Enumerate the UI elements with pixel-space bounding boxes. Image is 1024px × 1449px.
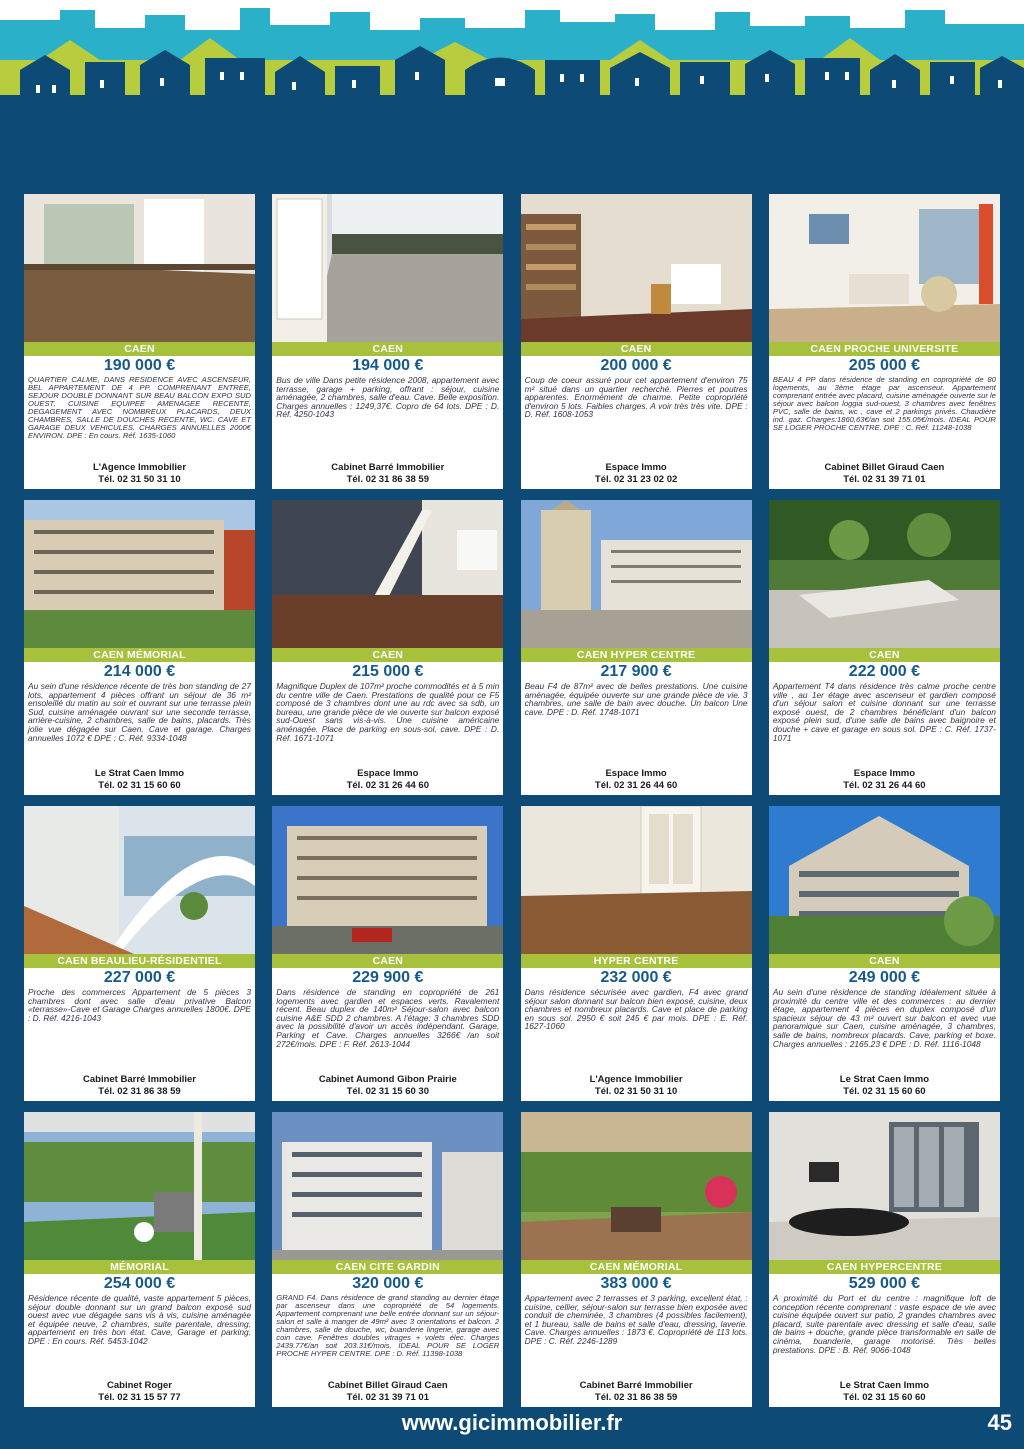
listing-location: CAEN PROCHE UNIVERSITE — [769, 342, 1000, 356]
listing-price: 215 000 € — [352, 663, 424, 680]
listing-description: Résidence récente de qualité, vaste appartement 5 pièces, séjour double donnant sur un grand balcon exposé sud ouest avec vue dégagée sans vis à vis, cuisine aménagée et équipée neuve, 2 chambres, suite parentale, dressing. appartement en très bon état. Cave, Garage et parking. DPE : En cours. Réf. 5453-1042 — [28, 1293, 251, 1346]
listing-description: Proche des commerces Appartement de 5 pièces 3 chambres dont avec salle d'eau privative Balcon «terrasse»-Cave et Garage Charges annuelles 1800€. DPE : D. Réf. 4216-1043 — [28, 987, 251, 1023]
listing-card[interactable] — [24, 806, 255, 1101]
listing-agency: Le Strat Caen Immo — [839, 1380, 929, 1391]
listing-photo — [769, 1112, 1000, 1260]
listing-card[interactable] — [272, 500, 503, 795]
listing-photo — [521, 194, 752, 342]
listing-location: CAEN BEAULIEU-RÉSIDENTIEL — [24, 954, 255, 968]
listing-agency: Cabinet Barré Immobilier — [83, 1074, 196, 1085]
listing-location: CAEN — [272, 342, 503, 356]
listing-card[interactable] — [521, 806, 752, 1101]
listing-phone[interactable]: Tél. 02 31 86 38 59 — [98, 1086, 181, 1097]
listing-price: 249 000 € — [848, 969, 920, 986]
listing-phone[interactable]: Tél. 02 31 15 60 60 — [843, 1392, 926, 1403]
listing-price: 200 000 € — [600, 357, 672, 374]
listing-description: Dans résidence sécurisée avec gardien, F4 avec grand séjour salon donnant sur balcon bien exposé, cuisine, deux chambres et nombreux placards. Cave et place de parking en sous sol. 2950 € soit 245 € par mois. DPE : E. Réf. 1627-1060 — [524, 987, 748, 1032]
listing-photo — [272, 500, 503, 648]
listing-agency: Espace Immo — [605, 462, 667, 473]
listing-description: Dans résidence de standing en copropriété de 261 logements avec gardien et espaces verts. Ravalement récent. Beau duplex de 140m² Séjour-salon avec balcon cuisine A&E SDD 2 chambres. A l'étage: 3 chambres SDD avec la possibilité d'avoir un accès indépendant. Garage, Parking et Cave. Charges annuelles 3266€ /an soit 272€/mois. DPE : F. Réf. 2613-1044 — [276, 987, 500, 1049]
listing-description: Appartement avec 2 terrasses et 3 parking, excellent état, : cuisine, cellier, séjour-salon sur terrasse bien exposée avec conduit de cheminée, 3 chambres (4 possibles facilement), et 1 bureau, salle de bains et salle d'eau, dressing, laverie. Cave. Charges annuelles : 1873 €. Copropriété de 113 lots. DPE : C. Réf. 2246-1289 — [524, 1293, 748, 1346]
listing-photo — [769, 500, 1000, 648]
listing-location: CAEN — [769, 648, 1000, 662]
listing-agency: Le Strat Caen Immo — [839, 1074, 929, 1085]
listing-agency: L'Agence Immobilier — [92, 462, 187, 473]
listing-photo — [272, 1112, 503, 1260]
listing-price: 529 000 € — [848, 1275, 920, 1292]
listing-card[interactable] — [769, 194, 1000, 489]
listing-description: A proximité du Port et du centre : magnifique loft de conception récente comprenant : vaste espace de vie avec cuisine équipée ouvert sur patio, 2 grandes chambres avec placard, suite parentale avec dressing et salle d'eau, salle de bains + douche, grande pièce transformable en salle de cinéma, buanderie, garage motorisé. Très belles prestations. DPE : B. Réf. 9066-1048 — [772, 1293, 996, 1355]
listing-location: HYPER CENTRE — [521, 954, 752, 968]
listing-agency: Cabinet Roger — [107, 1380, 172, 1391]
skyline-illustration — [0, 0, 1024, 115]
listing-description: Magnifique Duplex de 107m² proche commodités et à 5 min du centre ville de Caen. Prestations de qualité pour ce F5 composé de 3 chambres dont une au rdc avec sa sdb, un bureau, une grande pièce de vie ouverte sur balcon exposé sud-Ouest sans vis-à-vis. Une cuisine américaine aménagée. Place de parking en sous-sol, cave. DPE : D. Réf. 1671-1071 — [276, 681, 500, 743]
listing-photo — [272, 806, 503, 954]
listing-location: CAEN HYPER CENTRE — [521, 648, 752, 662]
listing-description: Beau F4 de 87m² avec de belles prestations. Une cuisine aménagée, équipée ouverte sur une grande pièce de vie. 3 chambres, une salle de bain avec douche. Un balcon Une cave. DPE : D. Réf. 1748-1071 — [524, 681, 748, 717]
listing-price: 254 000 € — [103, 1275, 176, 1292]
listing-description: Au sein d'une résidence de standing idéalement située à proximité du centre ville et des commerces : au dernier étage, appartement 4 pièces en duplex composé d'un spacieux séjour de 43 m² ouvert sur balcon et avec vue panoramique sur Caen, cuisine aménagée, 3 chambres, salle de bains, nombreux placards. Cave, parking et boxe. Charges annuelles : 2165.23 € DPE : D. Réf. 1116-1048 — [772, 987, 996, 1049]
listing-agency: Espace Immo — [853, 768, 916, 779]
listings-grid — [24, 194, 1000, 1407]
listing-location: CAEN — [24, 342, 255, 356]
listing-price: 232 000 € — [600, 969, 672, 986]
listing-price: 227 000 € — [103, 969, 176, 986]
listing-card[interactable] — [272, 194, 503, 489]
listing-agency: Espace Immo — [605, 768, 667, 779]
listing-description: Coup de coeur assuré pour cet appartement d'environ 75 m² situé dans un quartier recherché. Pierres et poutres apparentes. Enormément de charme. Petite copropriété d'environ 5 lots. Faibles charges. A voir très très vite. DPE : D. Réf. 1608-1053 — [524, 375, 748, 420]
listing-location: CAEN MÉMORIAL — [521, 1260, 752, 1274]
listing-card[interactable] — [521, 194, 752, 489]
listing-agency: L'Agence Immobilier — [589, 1074, 683, 1085]
listing-agency: Cabinet Billet Giraud Caen — [327, 1380, 448, 1391]
listing-card[interactable] — [24, 194, 255, 489]
header-skyline — [0, 0, 1024, 115]
listing-photo — [521, 500, 752, 648]
listing-description: Bus de ville Dans petite résidence 2008, appartement avec terrasse, garage + parking, offrant : séjour, cuisine aménagée, 2 chambres, salle d'eau. Cave. Belle exposition. Charges annuelles : 1249,37€. Copro de 64 lots. DPE : D. Réf. 4250-1043 — [276, 375, 500, 420]
listing-card[interactable] — [521, 500, 752, 795]
listing-phone[interactable]: Tél. 02 31 15 60 30 — [346, 1086, 429, 1097]
listing-description: QUARTIER CALME, DANS RESIDENCE AVEC ASCENSEUR, BEL APPARTEMENT DE 4 PP. COMPRENANT ENTREE, SEJOUR DOUBLE DONNANT SUR BEAU BALCON EXPO SUD OUEST, CUISINE EQUIPEE AMENAGEE RECENTE, DEGAGEMENT AVEC NOMBREUX PLACARDS, DEUX CHAMBRES, SALLE DE DOUCHES RECENTE, WC. CAVE ET GARAGE DEUX VEHICULES. CHARGES ANNUELLES 2000€ ENVIRON. DPE : En cours. Réf. 1635-1060 — [28, 375, 251, 440]
listing-card[interactable] — [769, 500, 1000, 795]
listing-location: MÉMORIAL — [24, 1260, 255, 1274]
listing-card[interactable] — [24, 1112, 255, 1407]
listing-price: 205 000 € — [848, 357, 920, 374]
listing-card[interactable] — [769, 1112, 1000, 1407]
listing-agency: Le Strat Caen Immo — [94, 768, 185, 779]
listing-phone[interactable]: Tél. 02 31 23 02 02 — [594, 474, 678, 485]
listing-photo — [24, 194, 255, 342]
listing-agency: Cabinet Aumond Gibon Prairie — [318, 1074, 457, 1085]
listing-price: 320 000 € — [352, 1275, 424, 1292]
listing-price: 190 000 € — [103, 357, 176, 374]
listing-price: 194 000 € — [352, 357, 424, 374]
listing-photo — [24, 1112, 255, 1260]
listing-photo — [24, 806, 255, 954]
listing-description: GRAND F4. Dans résidence de grand standing au dernier étage par ascenseur dans une copropriété de 54 logements. Appartement comprenant une belle entrée donnant sur un séjour-salon et salle à manger de 49m² avec 3 orientations et balcon. 2 chambres, salle de douche, wc, buanderie lingerie, garage avec coin cave. Fenêtres doubles vitrages + volets élec. Charges 2439.77€/an soit 203.31€/mois. IDEAL POUR SE LOGER PROCHE HYPER CENTRE. DPE : D. Réf. 11398-1038 — [276, 1293, 500, 1358]
listing-card[interactable] — [272, 806, 503, 1101]
listing-card[interactable] — [769, 806, 1000, 1101]
listing-description: Appartement T4 dans résidence très calme proche centre ville , au 1er étage avec ascenseur et gardien composé d'un séjour salon et cuisine donnant sur une terrasse exposé ouest, de 2 chambres bénéficiant d'un balcon exposé plein sud, d'une salle de bains avec baignoire et douche + cave et garage en sous sol. DPE : C. Réf. 1737-1071 — [772, 681, 996, 743]
listing-location: CAEN HYPERCENTRE — [769, 1260, 1000, 1274]
listing-card[interactable] — [24, 500, 255, 795]
listing-photo — [272, 194, 503, 342]
listing-description: Au sein d'une résidence récente de très bon standing de 27 lots, appartement 4 pièces offrant un séjour de 36 m² ensoleillé du matin au soir et ouvrant sur une terrasse plein Sud, cuisine aménagée ouvrant sur une seconde terrasse, arrière-cuisine, 2 chambres, salle de bains, placards. Très jolie vue dégagée sur Caen. Cave et garage. Charges annuelles 1072 € DPE : C. Réf. 9334-1048 — [28, 681, 251, 743]
listing-photo — [769, 194, 1000, 342]
listing-location: CAEN — [272, 648, 503, 662]
listing-price: 222 000 € — [848, 663, 920, 680]
listing-agency: Cabinet Billet Giraud Caen — [824, 462, 945, 473]
listing-price: 217 900 € — [600, 663, 672, 680]
listing-photo — [769, 806, 1000, 954]
listing-photo — [24, 500, 255, 648]
listing-phone[interactable]: Tél. 02 31 26 44 60 — [594, 780, 678, 791]
listing-price: 229 900 € — [352, 969, 424, 986]
listing-agency: Cabinet Barré Immobilier — [579, 1380, 693, 1391]
listing-photo — [521, 806, 752, 954]
listing-location: CAEN — [769, 954, 1000, 968]
listing-phone[interactable]: Tél. 02 31 15 57 77 — [98, 1392, 181, 1403]
listing-card[interactable] — [521, 1112, 752, 1407]
listing-description: BEAU 4 PP dans résidence de standing en copropriété de 80 logements, au 3ème étage par ascenseur. Appartement comprenant entrée avec placard, cuisine aménagée ouverte sur le séjour avec balcon loggia sud-ouest, 3 chambres avec fenêtres PVC, salle de bains, wc , cave et 2 parkings privés. Chaudière ind. gaz. Charges:1860,63€/an soit 155.05€/mois. IDEAL POUR SE LOGER PROCHE CENTRE. DPE : C. Réf. 11248-1038 — [772, 375, 996, 432]
page-number: 45 — [987, 1410, 1012, 1435]
listing-agency: Cabinet Barré Immobilier — [331, 462, 445, 473]
listing-photo — [521, 1112, 752, 1260]
listing-price: 383 000 € — [600, 1275, 672, 1292]
listing-phone[interactable]: Tél. 02 31 15 60 60 — [98, 780, 181, 791]
listing-phone[interactable]: Tél. 02 31 15 60 60 — [843, 1086, 926, 1097]
listing-phone[interactable]: Tél. 02 31 39 71 01 — [843, 474, 926, 485]
listing-phone[interactable]: Tél. 02 31 26 44 60 — [346, 780, 429, 791]
website-link[interactable]: www.gicimmobilier.fr — [401, 1410, 623, 1435]
listing-phone[interactable]: Tél. 02 31 50 31 10 — [98, 474, 181, 485]
listing-phone[interactable]: Tél. 02 31 86 38 59 — [346, 474, 429, 485]
listing-price: 214 000 € — [103, 663, 176, 680]
listing-location: CAEN — [521, 342, 752, 356]
listing-phone[interactable]: Tél. 02 31 39 71 01 — [346, 1392, 429, 1403]
listing-card[interactable] — [272, 1112, 503, 1407]
listing-phone[interactable]: Tél. 02 31 26 44 60 — [843, 780, 926, 791]
listing-phone[interactable]: Tél. 02 31 50 31 10 — [594, 1086, 678, 1097]
listing-location: CAEN CITE GARDIN — [272, 1260, 503, 1274]
listing-phone[interactable]: Tél. 02 31 86 38 59 — [594, 1392, 678, 1403]
listing-location: CAEN — [272, 954, 503, 968]
listing-agency: Espace Immo — [357, 768, 419, 779]
listing-location: CAEN MÉMORIAL — [24, 648, 255, 662]
